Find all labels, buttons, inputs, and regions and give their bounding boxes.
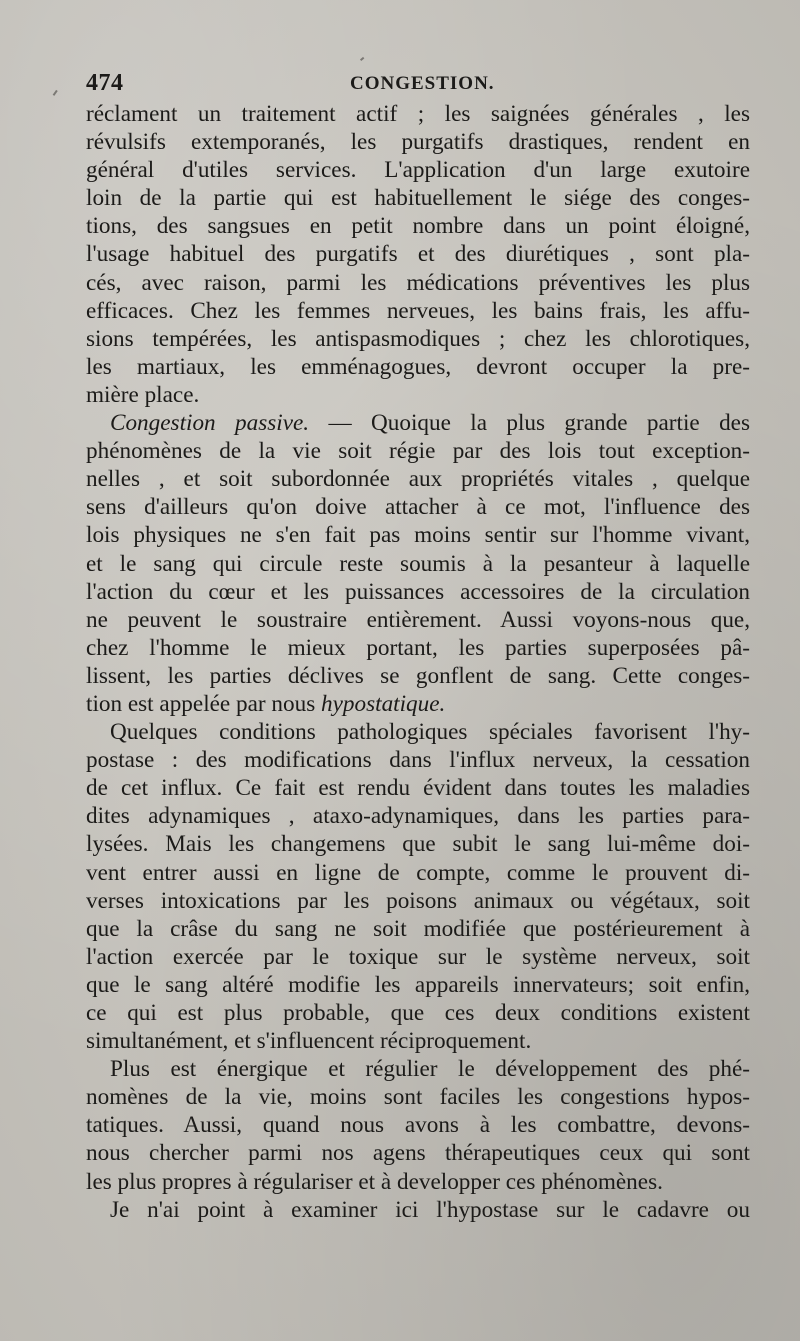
text-run: — Quoique la plus grande partie des [309, 410, 750, 437]
text-run: tion est appelée par nous [86, 690, 322, 717]
paragraph [86, 100, 750, 409]
body-text [86, 100, 750, 1224]
text-line: révulsifs extemporanés, les purgatifs drastiques, rendent en [86, 129, 750, 156]
text-line: de cet influx. Ce fait est rendu évident dans toutes les maladies [86, 775, 750, 802]
text-line: verses intoxications par les poisons animaux ou végétaux, soit [86, 887, 750, 914]
text-line: dites adynamiques , ataxo-adynamiques, dans les parties para- [86, 803, 750, 830]
text-line: Quelques conditions pathologiques spéciales favorisent l'hy- [110, 719, 750, 746]
text-line: que le sang altéré modifie les appareils innervateurs; soit enfin, [86, 971, 750, 998]
text-line: sions tempérées, les antispasmodiques ; chez les chlorotiques, [86, 325, 750, 352]
text-line: ne peuvent le soustraire entièrement. Aussi voyons-nous que, [86, 606, 750, 633]
paragraph [86, 1055, 750, 1195]
text-line: nous chercher parmi nos agens thérapeutiques ceux qui sont [86, 1140, 750, 1167]
margin-mark [53, 90, 58, 96]
text-line: phénomènes de la vie soit régie par des lois tout exception- [86, 438, 750, 465]
text-line: l'action du cœur et les puissances accessoires de la circulation [86, 578, 750, 605]
text-line: lois physiques ne s'en fait pas moins sentir sur l'homme vivant, [86, 522, 750, 549]
running-head: CONGESTION. [350, 73, 495, 94]
text-line: cés, avec raison, parmi les médications préventives les plus [86, 269, 750, 296]
text-line: postase : des modifications dans l'influx nerveux, la cessation [86, 747, 750, 774]
paragraph-congestion-passive [86, 409, 750, 718]
italic-term: hypostatique. [321, 690, 446, 717]
text-line: l'action exercée par le toxique sur le système nerveux, soit [86, 943, 750, 970]
text-line: l'usage habituel des purgatifs et des diurétiques , sont pla- [86, 241, 750, 268]
paragraph [86, 1196, 750, 1224]
text-line: mière place. [86, 381, 200, 408]
text-line: simultanément, et s'influencent réciproquement. [86, 1028, 532, 1055]
text-line: réclament un traitement actif ; les saignées générales , les [86, 101, 750, 127]
text-line: tatiques. Aussi, quand nous avons à les combattre, devons- [86, 1112, 750, 1139]
text-line: efficaces. Chez les femmes nerveues, les bains frais, les affu- [86, 297, 750, 324]
text-line: que la crâse du sang ne soit modifiée que postérieurement à [86, 915, 750, 942]
text-line: ce qui est plus probable, que ces deux conditions existent [86, 1000, 750, 1026]
text-line: nelles , et soit subordonnée aux propriétés vitales , quelque [86, 466, 750, 493]
text-line [86, 690, 750, 718]
text-line: lissent, les parties déclives se gonflent de sang. Cette conges- [86, 662, 750, 689]
text-line: les martiaux, les emménagogues, devront occuper la pre- [86, 353, 750, 380]
text-line: sens d'ailleurs qu'on doive attacher à ce mot, l'influence des [86, 494, 750, 521]
text-line: nomènes de la vie, moins sont faciles les congestions hypos- [86, 1084, 750, 1111]
text-line [86, 409, 750, 437]
text-line: général d'utiles services. L'application d'un large exutoire [86, 157, 750, 184]
margin-mark [360, 57, 364, 61]
paragraph [86, 718, 750, 1055]
text-line: et le sang qui circule reste soumis à la pesanteur à laquelle [86, 550, 750, 577]
text-line: lysées. Mais les changemens que subit le sang lui-même doi- [86, 831, 750, 858]
text-line: tions, des sangsues en petit nombre dans un point éloigné, [86, 213, 750, 240]
text-line: Je n'ai point à examiner ici l'hypostase sur le cadavre ou [110, 1196, 750, 1223]
text-line: Plus est énergique et régulier le développement des phé- [110, 1056, 750, 1083]
section-heading: Congestion passive. [110, 410, 310, 437]
page-number: 474 [86, 70, 124, 96]
text-line: chez l'homme le mieux portant, les parties superposées pâ- [86, 634, 750, 661]
text-line: vent entrer aussi en ligne de compte, comme le prouvent di- [86, 859, 750, 886]
text-line: loin de la partie qui est habituellement le siége des conges- [86, 185, 750, 212]
text-line: les plus propres à régulariser et à developper ces phénomènes. [86, 1168, 663, 1195]
